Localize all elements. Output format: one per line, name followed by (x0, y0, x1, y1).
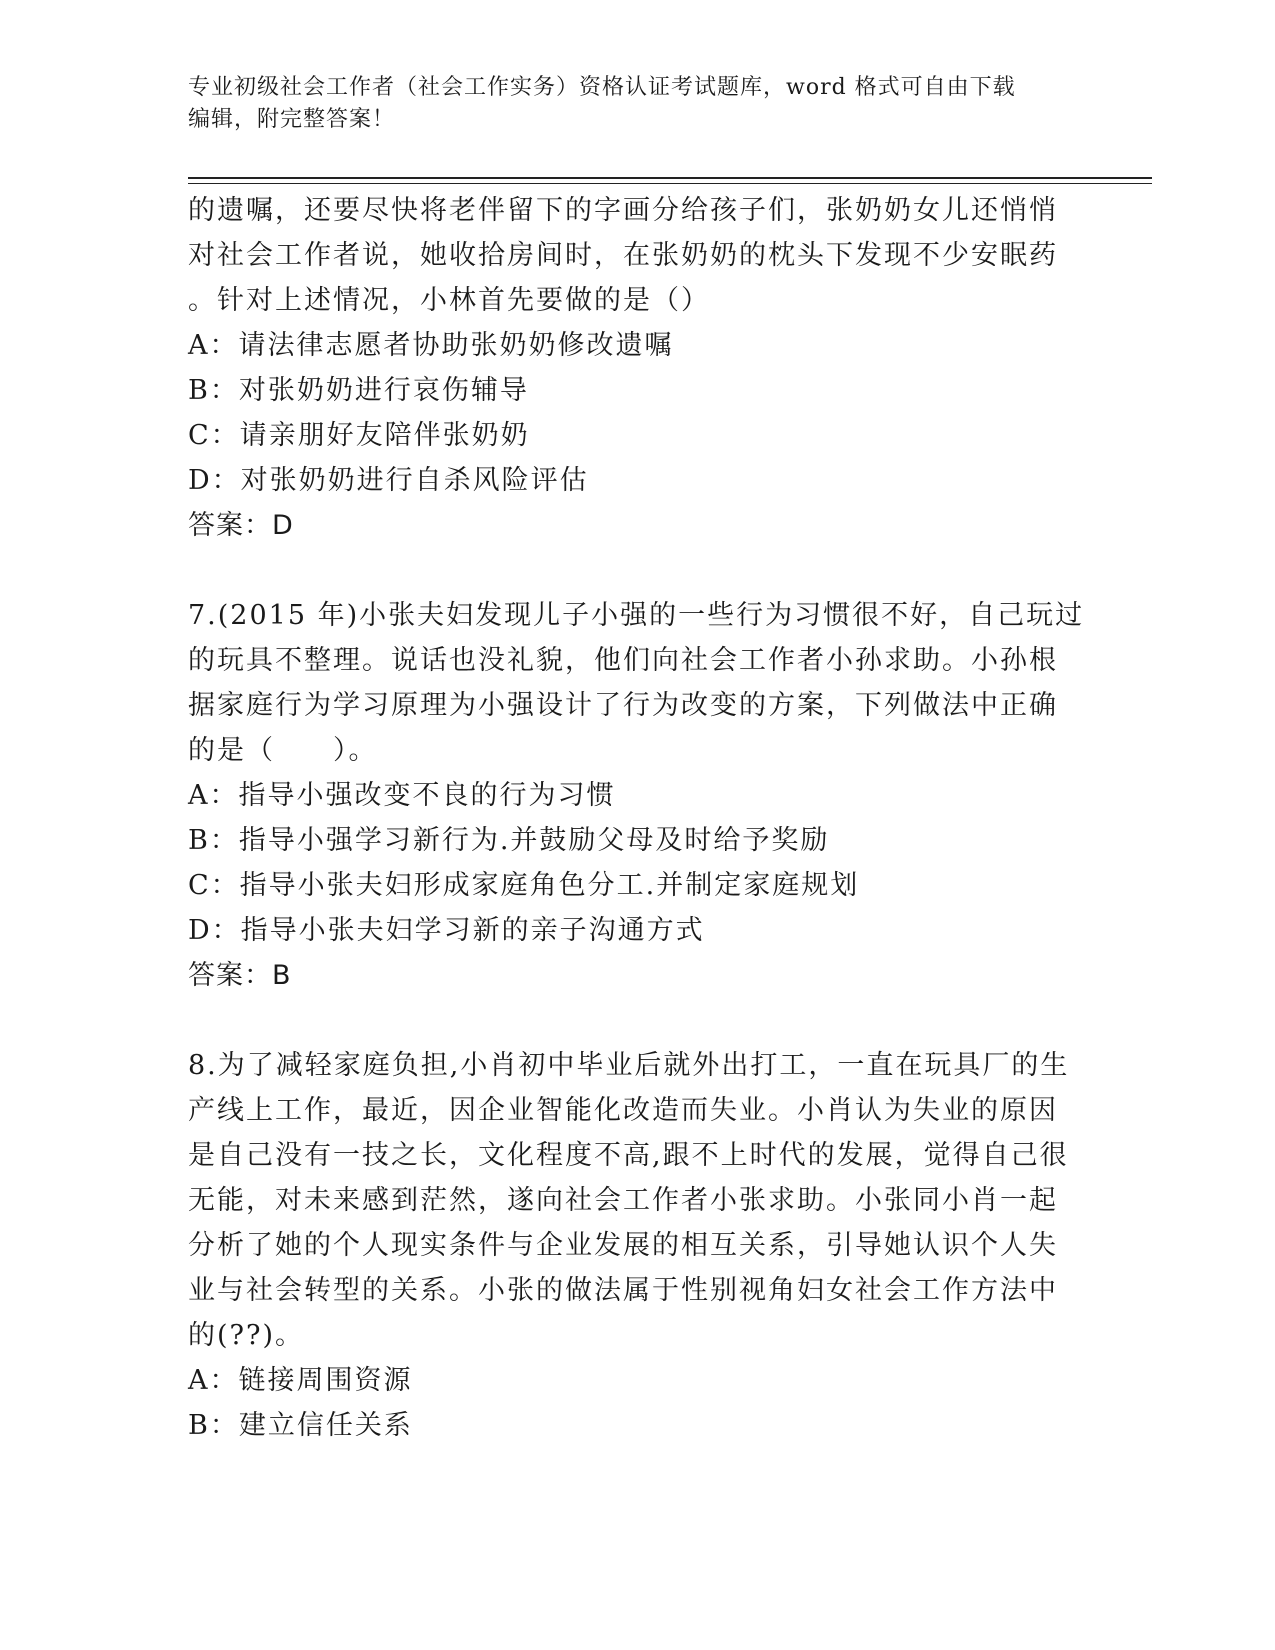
option-b: B：对张奶奶进行哀伤辅导 (188, 375, 529, 406)
option-c: C：请亲朋好友陪伴张奶奶 (188, 420, 530, 451)
question-text-line: 对社会工作者说，她收拾房间时，在张奶奶的枕头下发现不少安眠药 (188, 240, 1058, 271)
question-text-line: 8.为了减轻家庭负担,小肖初中毕业后就外出打工，一直在玩具厂的生 (188, 1050, 1070, 1081)
option-d: D：指导小张夫妇学习新的亲子沟通方式 (188, 915, 705, 946)
question-8 (188, 1043, 1088, 1448)
option-a: A：指导小强改变不良的行为习惯 (188, 780, 616, 811)
answer: 答案：D (188, 510, 294, 541)
answer: 答案：B (188, 960, 292, 991)
question-text-line: 7.(2015 年)小张夫妇发现儿子小强的一些行为习惯很不好，自己玩过 (188, 600, 1085, 631)
question-text-line: 产线上工作，最近，因企业智能化改造而失业。小肖认为失业的原因 (188, 1095, 1058, 1126)
question-text-line: 的(??)。 (188, 1320, 305, 1351)
header-divider-thin (188, 183, 1152, 184)
question-text-line: 的是（ ）。 (188, 735, 378, 766)
question-content (188, 188, 1088, 1448)
question-text-line: 的玩具不整理。说话也没礼貌，他们向社会工作者小孙求助。小孙根 (188, 645, 1058, 676)
spacer (188, 998, 1088, 1043)
header-divider (188, 177, 1152, 179)
header-line-1: 专业初级社会工作者（社会工作实务）资格认证考试题库，word 格式可自由下载 (188, 75, 1016, 100)
question-text-line: 。针对上述情况，小林首先要做的是（） (188, 285, 710, 316)
spacer (188, 548, 1088, 593)
question-text-line: 业与社会转型的关系。小张的做法属于性别视角妇女社会工作方法中 (188, 1275, 1058, 1306)
question-7 (188, 593, 1088, 998)
document-header (188, 72, 1068, 136)
option-a: A：请法律志愿者协助张奶奶修改遗嘱 (188, 330, 674, 361)
question-text-line: 无能，对未来感到茫然，遂向社会工作者小张求助。小张同小肖一起 (188, 1185, 1058, 1216)
question-text-line: 分析了她的个人现实条件与企业发展的相互关系，引导她认识个人失 (188, 1230, 1058, 1261)
option-a: A：链接周围资源 (188, 1365, 413, 1396)
option-b: B：建立信任关系 (188, 1410, 413, 1441)
question-text-line: 的遗嘱，还要尽快将老伴留下的字画分给孩子们，张奶奶女儿还悄悄 (188, 195, 1058, 226)
question-text-line: 是自己没有一技之长，文化程度不高,跟不上时代的发展，觉得自己很 (188, 1140, 1069, 1171)
option-c: C：指导小张夫妇形成家庭角色分工.并制定家庭规划 (188, 870, 860, 901)
question-text-line: 据家庭行为学习原理为小强设计了行为改变的方案，下列做法中正确 (188, 690, 1058, 721)
option-b: B：指导小强学习新行为.并鼓励父母及时给予奖励 (188, 825, 830, 856)
question-6 (188, 188, 1088, 548)
header-line-2: 编辑，附完整答案！ (188, 107, 396, 132)
option-d: D：对张奶奶进行自杀风险评估 (188, 465, 589, 496)
